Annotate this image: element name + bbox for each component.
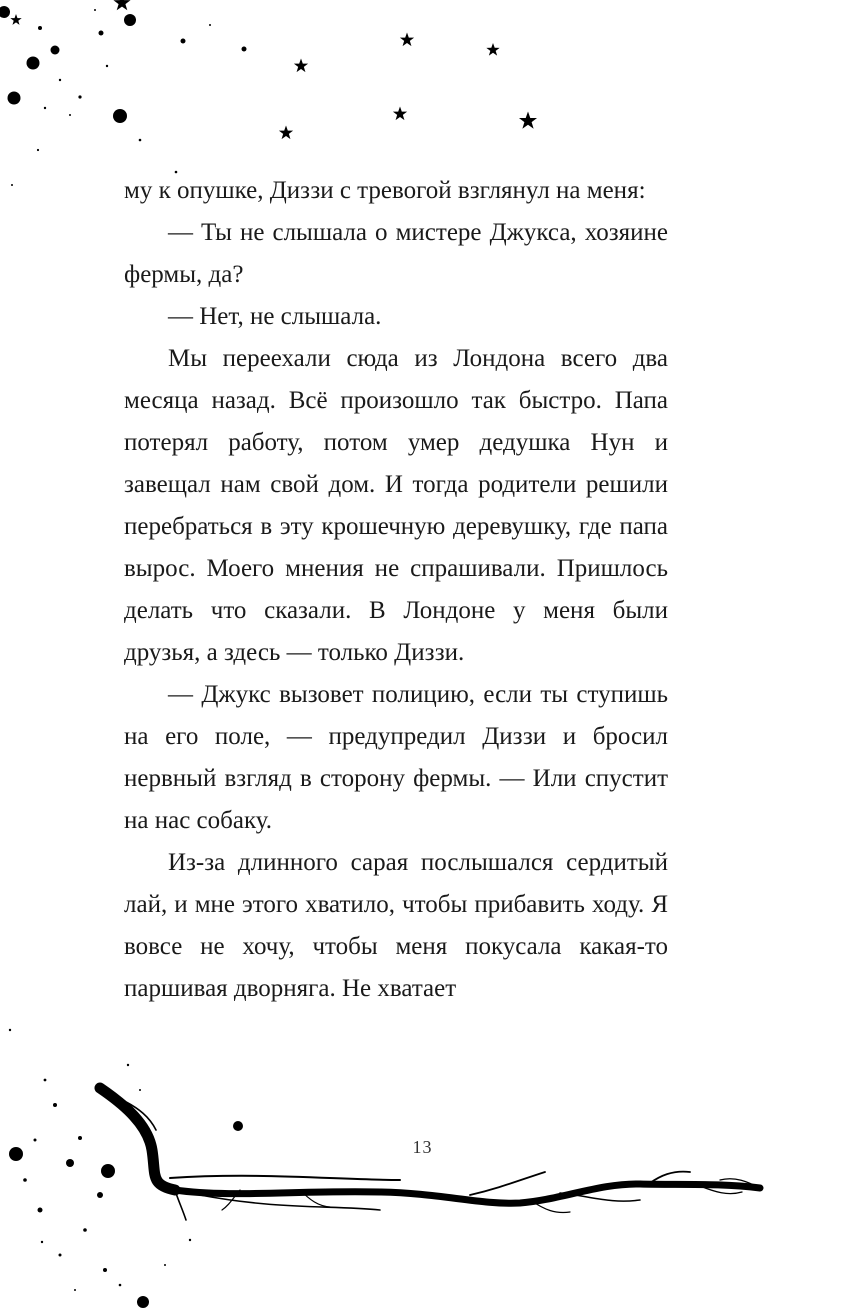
star-icon bbox=[113, 0, 130, 10]
page-number: 13 bbox=[412, 1137, 433, 1157]
body-text bbox=[124, 170, 668, 1010]
star-icon bbox=[393, 107, 407, 121]
paragraph: му к опушке, Диззи с тревогой взглянул на меня: bbox=[124, 177, 646, 204]
star-icon bbox=[519, 112, 537, 129]
star-icon bbox=[486, 43, 499, 56]
paragraph: — Ты не слышала о мистере Джукса, хозяине фермы, да? bbox=[124, 219, 668, 288]
star-icon bbox=[279, 126, 293, 140]
star-icon bbox=[400, 33, 414, 47]
paragraph: — Джукс вызовет полицию, если ты ступишь на его поле, — предупредил Диззи и бросил нервный взгляд в сторону фермы. — Или спустит на нас собаку. bbox=[124, 681, 668, 834]
star-icon bbox=[10, 14, 21, 25]
paragraph: Мы переехали сюда из Лондона всего два месяца назад. Всё произошло так быстро. Папа потерял работу, потом умер дедушка Нун и завещал нам свой дом. И тогда родители решили перебраться в эту крошечную деревушку, где папа вырос. Моего мнения не спрашивали. Пришлось делать что сказали. В Лондоне у меня были друзья, а здесь — только Диззи. bbox=[124, 345, 668, 666]
star-icon bbox=[294, 59, 308, 73]
paragraph: Из-за длинного сарая послышался сердитый лай, и мне этого хватило, чтобы прибавить ходу. Я вовсе не хочу, чтобы меня покусала какая-то паршивая дворняга. Не хватает bbox=[124, 849, 668, 1002]
paragraph: — Нет, не слышала. bbox=[168, 303, 382, 330]
